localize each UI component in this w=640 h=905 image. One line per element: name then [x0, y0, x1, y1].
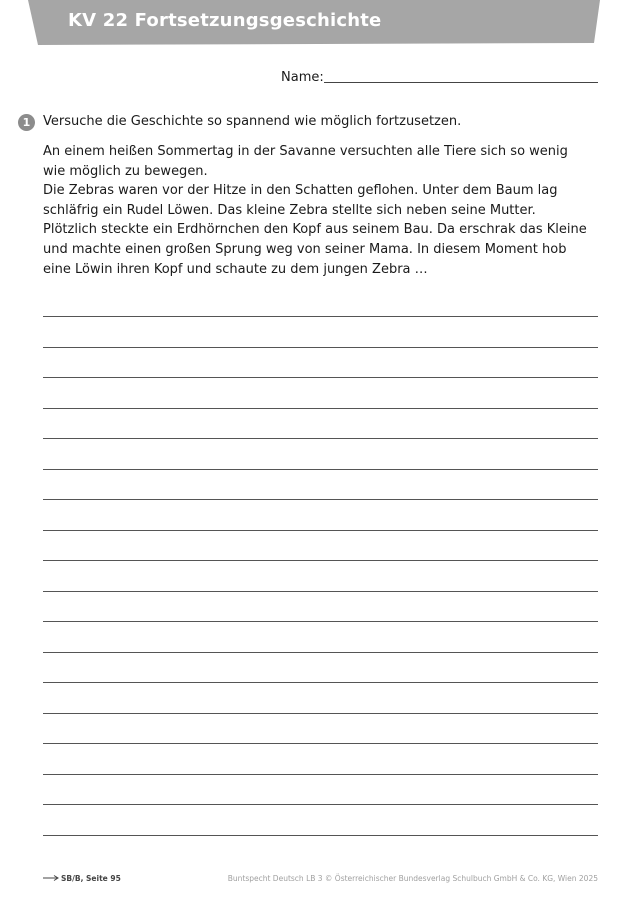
writing-line[interactable]	[43, 621, 598, 652]
name-input-line[interactable]	[324, 82, 598, 83]
page-title: KV 22 Fortsetzungsgeschichte	[68, 10, 382, 31]
writing-line[interactable]	[43, 499, 598, 530]
writing-line[interactable]	[43, 713, 598, 744]
task-instruction: Versuche die Geschichte so spannend wie möglich fortzusetzen.	[43, 114, 462, 129]
footer-reference-text: SB/B, Seite 95	[61, 874, 121, 883]
story-paragraph: Die Zebras waren vor der Hitze in den Schatten geflohen. Unter dem Baum lag schläfrig ein Rudel Löwen. Das kleine Zebra stellte sich neben seine Mutter.	[43, 183, 558, 218]
name-row	[281, 69, 598, 87]
writing-line[interactable]	[43, 774, 598, 805]
writing-line[interactable]	[43, 591, 598, 622]
story-paragraph: An einem heißen Sommertag in der Savanne versuchten alle Tiere sich so wenig wie möglich zu bewegen.	[43, 144, 568, 179]
writing-line[interactable]	[43, 377, 598, 408]
footer-reference	[43, 874, 121, 883]
name-label: Name:	[281, 70, 324, 85]
writing-line[interactable]	[43, 347, 598, 378]
writing-line[interactable]	[43, 438, 598, 469]
writing-line[interactable]	[43, 560, 598, 591]
writing-line[interactable]	[43, 743, 598, 774]
footer	[43, 874, 598, 886]
header-band	[28, 0, 600, 47]
writing-lines[interactable]	[43, 316, 598, 865]
story-paragraph: Plötzlich steckte ein Erdhörnchen den Kopf aus seinem Bau. Da erschrak das Kleine und machte einen großen Sprung weg von seiner Mama. In diesem Moment hob eine Löwin ihren Kopf und schaute zu dem jungen Zebra …	[43, 222, 587, 277]
writing-line[interactable]	[43, 316, 598, 347]
writing-line[interactable]	[43, 469, 598, 500]
writing-line[interactable]	[43, 835, 598, 866]
writing-line[interactable]	[43, 408, 598, 439]
story-text	[43, 142, 593, 279]
long-right-arrow-icon	[43, 875, 59, 881]
writing-line[interactable]	[43, 804, 598, 835]
writing-line[interactable]	[43, 652, 598, 683]
task-1	[18, 113, 608, 133]
footer-copyright: Buntspecht Deutsch LB 3 © Österreichischer Bundesverlag Schulbuch GmbH & Co. KG, Wien 2025	[227, 874, 598, 883]
task-number-badge: 1	[18, 114, 35, 131]
writing-line[interactable]	[43, 530, 598, 561]
writing-line[interactable]	[43, 682, 598, 713]
